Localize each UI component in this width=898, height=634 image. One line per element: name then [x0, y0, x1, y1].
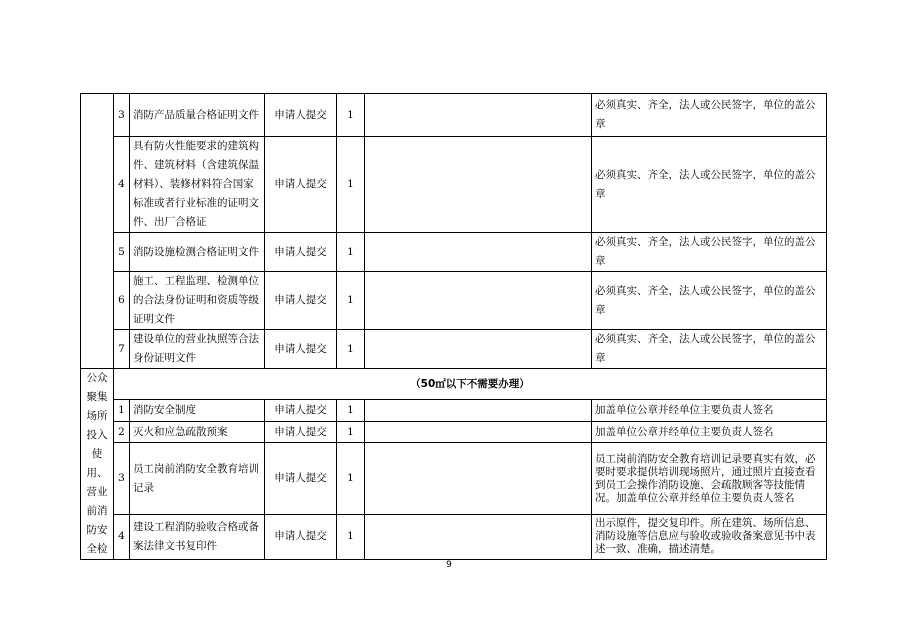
- category-label: 公众聚集场所投入使用、营业前消防安全检: [81, 369, 114, 560]
- blank-cell: [365, 94, 592, 137]
- submitter: 申请人提交: [265, 137, 337, 233]
- blank-cell: [365, 421, 592, 443]
- submitter: 申请人提交: [265, 272, 337, 330]
- submitter: 申请人提交: [265, 443, 337, 514]
- copies: 1: [337, 421, 365, 443]
- requirement-note: 出示原件，提交复印件。所在建筑、场所信息、消防设施等信息应与验收或验收备案意见书中表述一致、准确，描述清楚。: [592, 514, 827, 559]
- material-name: 消防设施检测合格证明文件: [130, 233, 265, 272]
- section-banner-row: [81, 369, 827, 400]
- material-name: 消防产品质量合格证明文件: [130, 94, 265, 137]
- blank-cell: [365, 443, 592, 514]
- blank-cell: [365, 400, 592, 422]
- material-name: 消防安全制度: [130, 400, 265, 422]
- row-number: 6: [114, 272, 130, 330]
- table-row: [81, 514, 827, 559]
- row-number: 7: [114, 330, 130, 369]
- table-row: [81, 421, 827, 443]
- row-number: 2: [114, 421, 130, 443]
- requirement-note: 加盖单位公章并经单位主要负责人签名: [592, 400, 827, 422]
- row-number: 4: [114, 514, 130, 559]
- requirement-note: 必须真实、齐全，法人或公民签字，单位的盖公章: [592, 137, 827, 233]
- table-row: [81, 272, 827, 330]
- table-row: [81, 443, 827, 514]
- copies: 1: [337, 272, 365, 330]
- section-banner: （50㎡以下不需要办理）: [114, 369, 827, 400]
- submitter: 申请人提交: [265, 233, 337, 272]
- submitter: 申请人提交: [265, 421, 337, 443]
- row-number: 3: [114, 443, 130, 514]
- copies: 1: [337, 137, 365, 233]
- requirements-table: [80, 93, 827, 560]
- requirement-note: 必须真实、齐全，法人或公民签字，单位的盖公章: [592, 233, 827, 272]
- copies: 1: [337, 514, 365, 559]
- requirement-note: 必须真实、齐全，法人或公民签字，单位的盖公章: [592, 272, 827, 330]
- blank-cell: [365, 330, 592, 369]
- blank-cell: [365, 514, 592, 559]
- submitter: 申请人提交: [265, 94, 337, 137]
- table-row: [81, 233, 827, 272]
- copies: 1: [337, 400, 365, 422]
- page-number: 9: [446, 560, 452, 570]
- requirement-note: 必须真实、齐全，法人或公民签字，单位的盖公章: [592, 94, 827, 137]
- row-number: 1: [114, 400, 130, 422]
- material-name: 施工、工程监理、检测单位的合法身份证明和资质等级证明文件: [130, 272, 265, 330]
- blank-cell: [365, 233, 592, 272]
- submitter: 申请人提交: [265, 400, 337, 422]
- row-number: 3: [114, 94, 130, 137]
- copies: 1: [337, 443, 365, 514]
- material-name: 灭火和应急疏散预案: [130, 421, 265, 443]
- requirement-note: 员工岗前消防安全教育培训记录要真实有效，必要时要求提供培训现场照片，通过照片直接查看到员工会操作消防设施、会疏散顾客等技能情况。加盖单位公章并经单位主要负责人签名: [592, 443, 827, 514]
- category-cell-empty: [81, 94, 114, 369]
- copies: 1: [337, 94, 365, 137]
- table-row: [81, 330, 827, 369]
- blank-cell: [365, 137, 592, 233]
- requirement-note: 加盖单位公章并经单位主要负责人签名: [592, 421, 827, 443]
- submitter: 申请人提交: [265, 330, 337, 369]
- row-number: 5: [114, 233, 130, 272]
- row-number: 4: [114, 137, 130, 233]
- copies: 1: [337, 330, 365, 369]
- table-row: [81, 94, 827, 137]
- requirement-note: 必须真实、齐全，法人或公民签字，单位的盖公章: [592, 330, 827, 369]
- material-name: 建设工程消防验收合格或备案法律文书复印件: [130, 514, 265, 559]
- blank-cell: [365, 272, 592, 330]
- material-name: 建设单位的营业执照等合法身份证明文件: [130, 330, 265, 369]
- table-row: [81, 137, 827, 233]
- material-name: 具有防火性能要求的建筑构件、建筑材料（含建筑保温材料）、装修材料符合国家标准或者行业标准的证明文件、出厂合格证: [130, 137, 265, 233]
- material-name: 员工岗前消防安全教育培训记录: [130, 443, 265, 514]
- submitter: 申请人提交: [265, 514, 337, 559]
- copies: 1: [337, 233, 365, 272]
- table-row: [81, 400, 827, 422]
